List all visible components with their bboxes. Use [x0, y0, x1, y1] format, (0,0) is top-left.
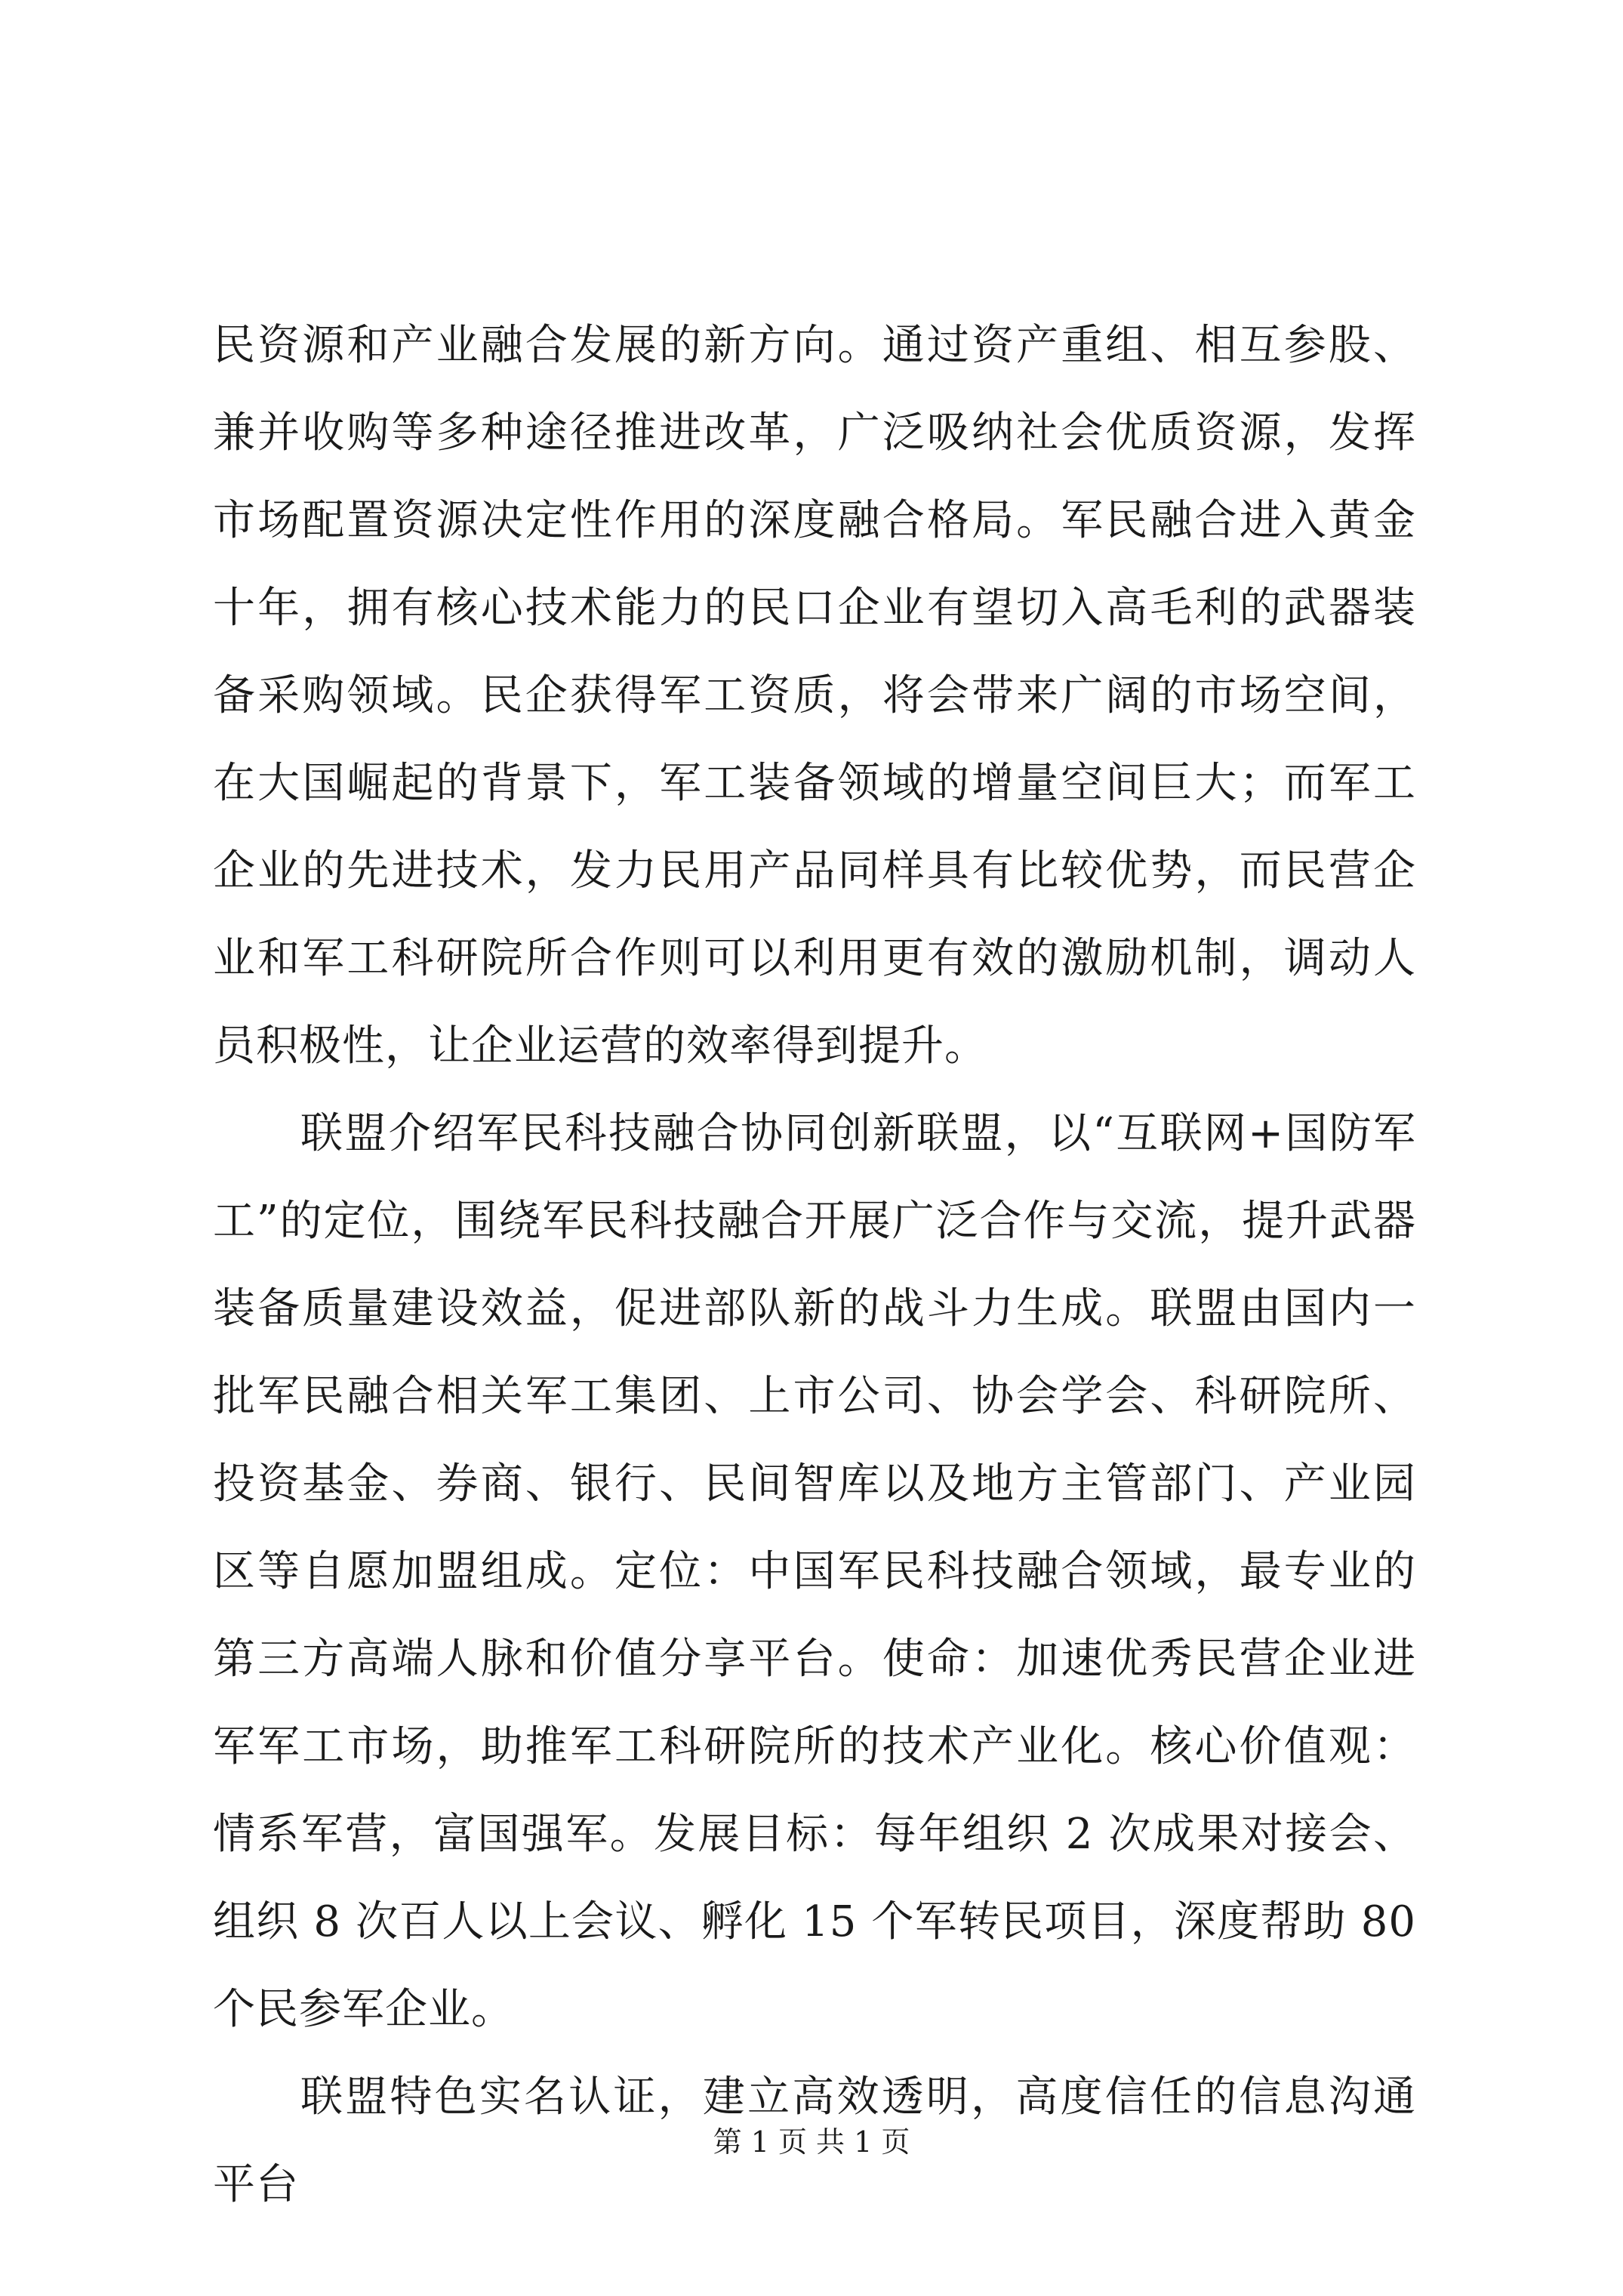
paragraph-2: 联盟介绍军民科技融合协同创新联盟，以“互联网+国防军工”的定位，围绕军民科技融合开展广泛合作与交流，提升武器装备质量建设效益，促进部队新的战斗力生成。联盟由国内一批军民融合相关军工集团、上市公司、协会学会、科研院所、投资基金、券商、银行、民间智库以及地方主管部门、产业园区等自愿加盟组成。定位：中国军民科技融合领域，最专业的第三方高端人脉和价值分享平台。使命：加速优秀民营企业进军军工市场，助推军工科研院所的技术产业化。核心价值观：情系军营，富国强军。发展目标：每年组织 2 次成果对接会、组织 8 次百人以上会议、孵化 15 个军转民项目，深度帮助 80 个民参军企业。	[213, 1109, 1416, 2034]
paragraph-1: 民资源和产业融合发展的新方向。通过资产重组、相互参股、兼并收购等多种途径推进改革，广泛吸纳社会优质资源，发挥市场配置资源决定性作用的深度融合格局。军民融合进入黄金十年，拥有核心技术能力的民口企业有望切入高毛利的武器装备采购领域。民企获得军工资质，将会带来广阔的市场空间，在大国崛起的背景下，军工装备领域的增量空间巨大；而军工企业的先进技术，发力民用产品同样具有比较优势，而民营企业和军工科研院所合作则可以利用更有效的激励机制，调动人员积极性，让企业运营的效率得到提升。	[213, 321, 1416, 1071]
paragraph-3: 联盟特色实名认证，建立高效透明，高度信任的信息沟通平台	[213, 2073, 1416, 2209]
page-footer: 第 1 页 共 1 页	[713, 2125, 910, 2159]
body-text	[213, 302, 1416, 2229]
